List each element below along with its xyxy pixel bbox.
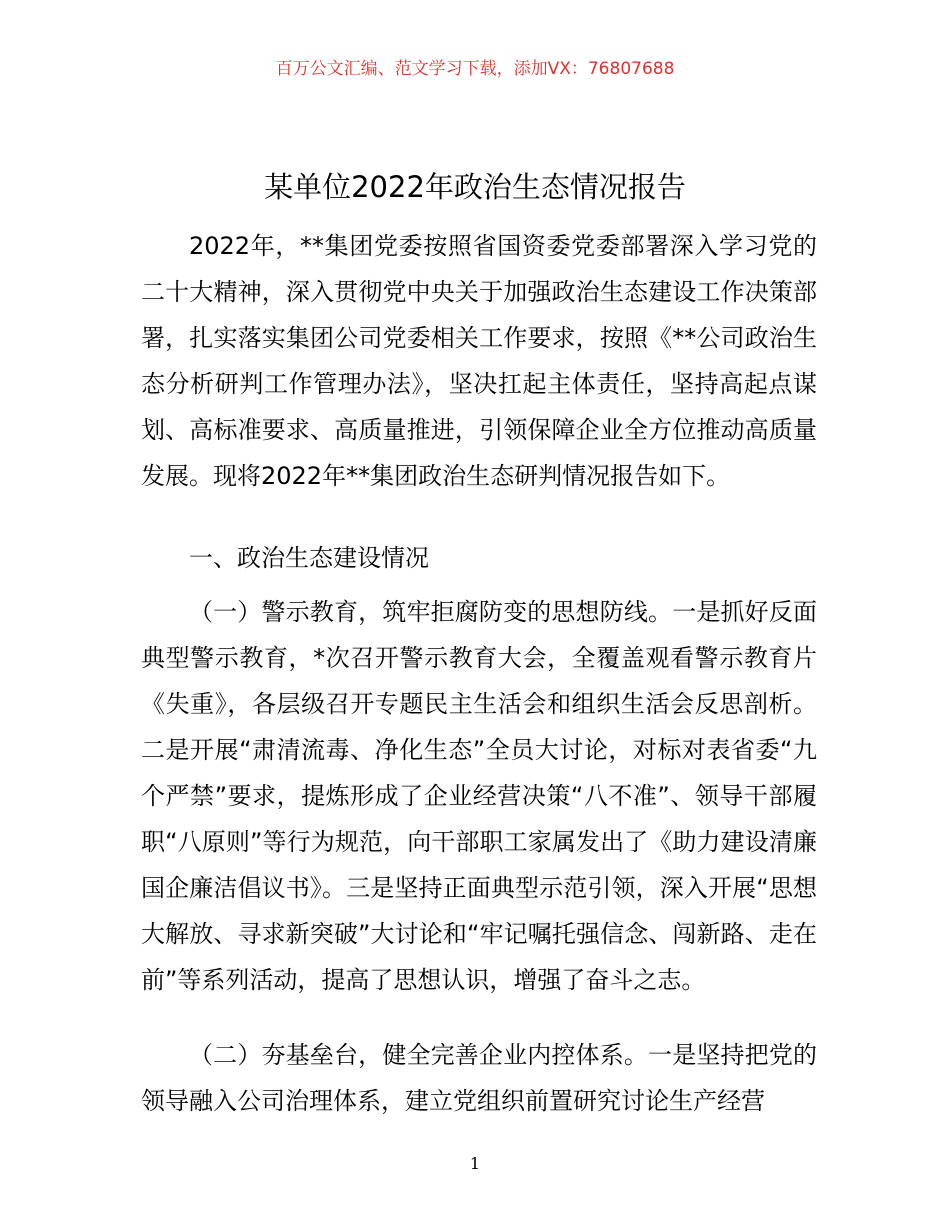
- header-banner: 百万公文汇编、范文学习下载，添加VX：76807688: [275, 59, 675, 79]
- section-1-paragraph-1-block: [141, 589, 817, 1003]
- section-1-paragraph-1: （一）警示教育，筑牢拒腐防变的思想防线。一是抓好反面典型警示教育，*次召开警示教育大会，全覆盖观看警示教育片《失重》，各层级召开专题民主生活会和组织生活会反思剖析。二是开展“肃清流毒、净化生态”全员大讨论，对标对表省委“九个严禁”要求，提炼形成了企业经营决策“八不准”、领导干部履职“八原则”等行为规范，向干部职工家属发出了《助力建设清廉国企廉洁倡议书》。三是坚持正面典型示范引领，深入开展“思想大解放、寻求新突破”大讨论和“牢记嘱托强信念、闯新路、走在前”等系列活动，提高了思想认识，增强了奋斗之志。: [141, 598, 817, 994]
- section-heading-block: [141, 535, 817, 581]
- intro-paragraph: 2022年，**集团党委按照省国资委党委部署深入学习党的二十大精神，深入贯彻党中央关于加强政治生态建设工作决策部署，扎实落实集团公司党委相关工作要求，按照《**公司政治生态分析研判工作管理办法》，坚决扛起主体责任，坚持高起点谋划、高标准要求、高质量推进，引领保障企业全方位推动高质量发展。现将2022年**集团政治生态研判情况报告如下。: [141, 232, 817, 490]
- section-1-paragraph-2-block: [141, 1032, 817, 1124]
- intro-paragraph-block: [141, 223, 817, 499]
- document-title: 某单位2022年政治生态情况报告: [264, 170, 686, 204]
- page-number: 1: [469, 1154, 481, 1173]
- section-1-heading: 一、政治生态建设情况: [189, 544, 429, 572]
- section-1-paragraph-2: （二）夯基垒台，健全完善企业内控体系。一是坚持把党的领导融入公司治理体系，建立党组织前置研究讨论生产经营: [141, 1041, 817, 1115]
